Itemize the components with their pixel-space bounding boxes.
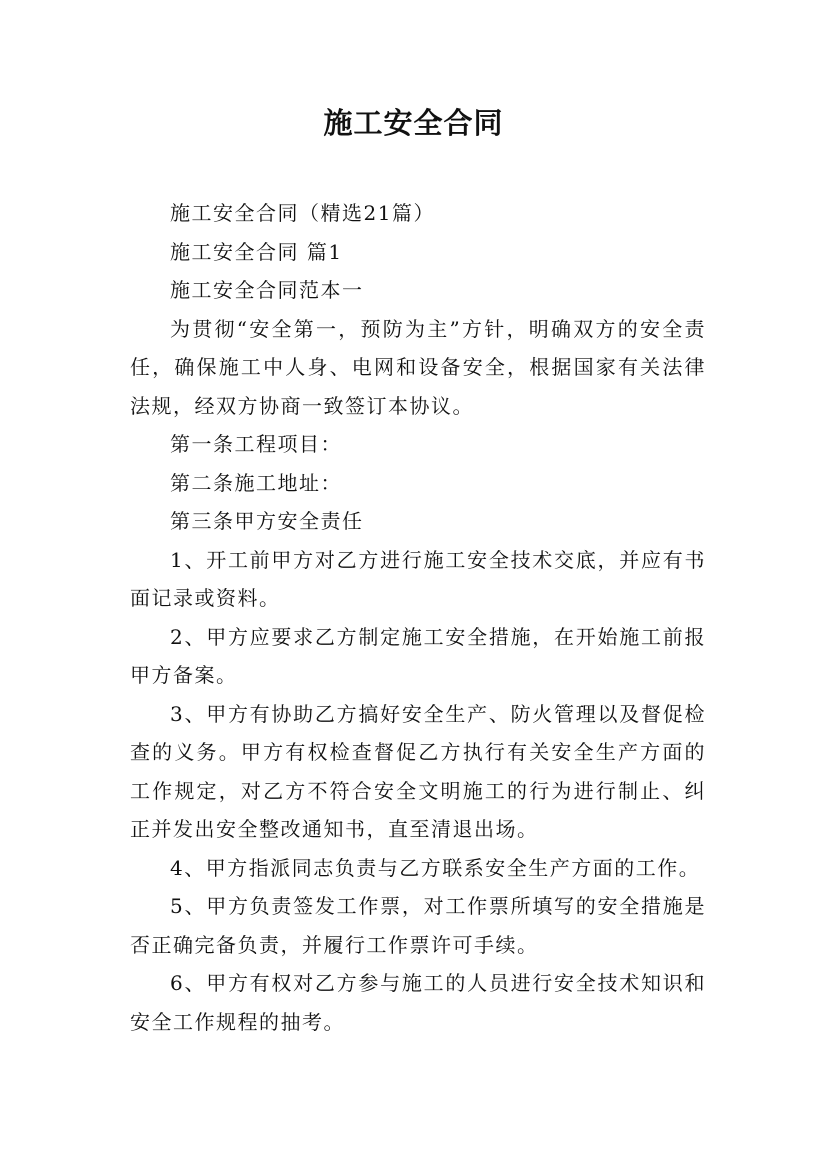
paragraph-clause-5: 5、甲方负责签发工作票，对工作票所填写的安全措施是否正确完备负责，并履行工作票许可手续。 — [130, 894, 706, 957]
paragraph-collection-title: 施工安全合同（精选21篇） — [170, 201, 435, 225]
paragraph-clause-1: 1、开工前甲方对乙方进行施工安全技术交底，并应有书面记录或资料。 — [130, 547, 706, 610]
paragraph-clause-6: 6、甲方有权对乙方参与施工的人员进行安全技术知识和安全工作规程的抽考。 — [130, 971, 706, 1034]
paragraph-clause-3: 3、甲方有协助乙方搞好安全生产、防火管理以及督促检查的义务。甲方有权检查督促乙方执行有关安全生产方面的工作规定，对乙方不符合安全文明施工的行为进行制止、纠正并发出安全整改通知书，直至清退出场。 — [130, 701, 706, 841]
document-body — [130, 194, 706, 1041]
paragraph-article-3: 第三条甲方安全责任 — [170, 509, 364, 533]
paragraph-article-2: 第二条施工地址： — [170, 470, 342, 495]
document-title: 施工安全合同 — [323, 106, 504, 140]
paragraph-section-heading: 施工安全合同 篇1 — [170, 239, 343, 264]
paragraph-clause-4: 4、甲方指派同志负责与乙方联系安全生产方面的工作。 — [170, 855, 701, 880]
paragraph-preamble: 为贯彻“安全第一，预防为主”方针，明确双方的安全责任，确保施工中人身、电网和设备安全，根据国家有关法律法规，经双方协商一致签订本协议。 — [130, 316, 706, 418]
paragraph-clause-2: 2、甲方应要求乙方制定施工安全措施，在开始施工前报甲方备案。 — [130, 624, 706, 687]
paragraph-template-heading: 施工安全合同范本一 — [170, 278, 364, 302]
paragraph-article-1: 第一条工程项目： — [170, 432, 342, 456]
